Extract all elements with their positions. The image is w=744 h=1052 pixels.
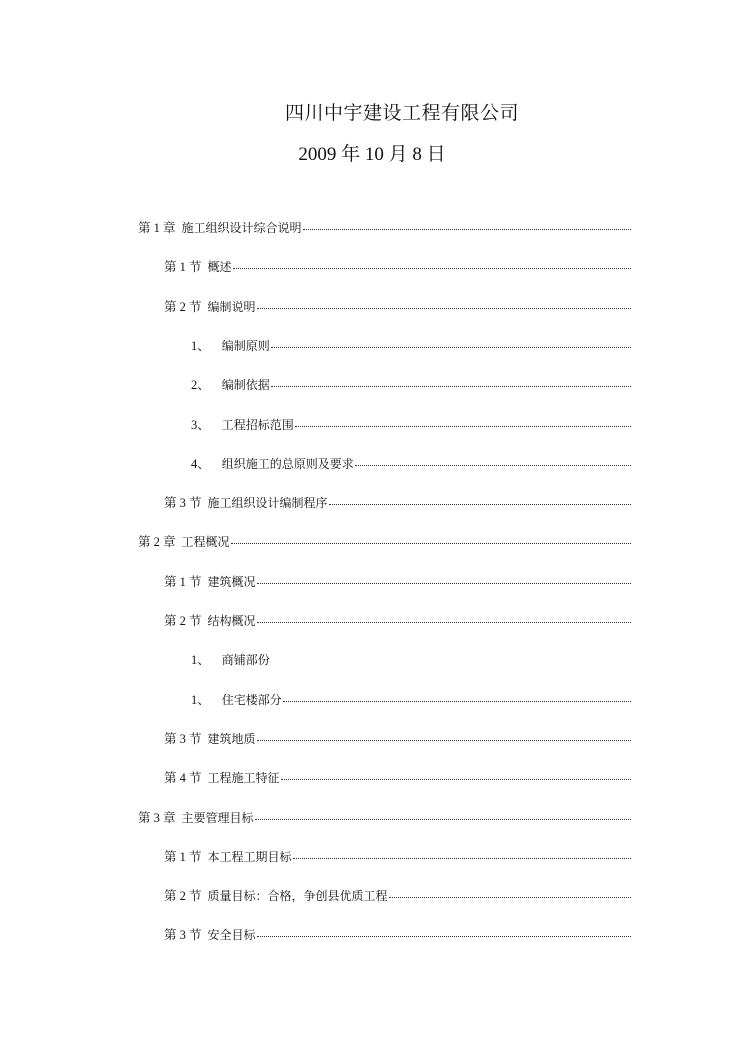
toc-dot-leader [389, 885, 631, 898]
toc-entry-item[interactable] [191, 454, 631, 474]
toc-dot-leader [293, 846, 631, 859]
toc-dot-leader [255, 807, 631, 820]
toc-dot-leader [231, 531, 631, 544]
toc-entry-label: 本工程工期目标 [207, 849, 292, 864]
toc-entry-number: 第 2 章 [138, 535, 176, 550]
toc-entry-item[interactable] [191, 650, 631, 670]
toc-dot-leader [257, 610, 631, 623]
toc-entry-number: 第 3 章 [138, 810, 176, 825]
toc-entry-number: 第 4 节 [164, 771, 202, 786]
toc-entry-label: 施工组织设计编制程序 [207, 496, 328, 511]
toc-entry-label: 质量目标：合格，争创县优质工程 [207, 889, 388, 904]
toc-dot-leader [283, 689, 631, 702]
toc-dot-leader [295, 414, 631, 427]
toc-entry-number: 第 1 节 [164, 260, 202, 275]
toc-dot-leader [303, 217, 631, 230]
company-name: 四川中宇建设工程有限公司 [284, 102, 519, 124]
toc-entry-number: 第 1 节 [164, 849, 202, 864]
toc-entry-number: 第 3 节 [164, 496, 202, 511]
toc-entry-item[interactable] [191, 415, 631, 435]
toc-entry-section[interactable] [164, 257, 631, 277]
toc-entry-item[interactable] [191, 336, 631, 356]
toc-entry-label: 工程施工特征 [207, 771, 280, 786]
toc-entry-label: 建筑地质 [207, 731, 256, 746]
toc-entry-number: 2、 [191, 378, 210, 393]
toc-entry-label: 结构概况 [207, 614, 256, 628]
toc-dot-leader [271, 335, 631, 348]
toc-entry-section[interactable] [164, 297, 631, 317]
toc-dot-leader [257, 296, 631, 309]
toc-entry-number: 1、 [191, 653, 210, 668]
toc-entry-number: 第 1 节 [164, 574, 202, 589]
toc-dot-leader [271, 650, 631, 662]
toc-entry-number: 第 2 节 [164, 299, 202, 314]
toc-entry-number: 1、 [191, 692, 210, 707]
toc-entry-number: 4、 [191, 456, 210, 471]
toc-entry-chapter[interactable] [138, 218, 631, 238]
toc-dot-leader [281, 767, 631, 780]
toc-dot-leader [271, 374, 631, 387]
toc-entry-section[interactable] [164, 925, 631, 945]
toc-entry-section[interactable] [164, 847, 631, 867]
toc-entry-chapter[interactable] [138, 532, 631, 552]
toc-entry-number: 3、 [191, 417, 210, 432]
toc-entry-chapter[interactable] [138, 808, 631, 828]
toc-entry-label: 住宅楼部分 [221, 692, 282, 707]
document-date: 2009 年 10 月 8 日 [298, 144, 446, 165]
toc-dot-leader [355, 453, 631, 466]
toc-entry-label: 安全目标 [207, 928, 256, 943]
toc-entry-section[interactable] [164, 611, 631, 631]
toc-entry-number: 第 1 章 [138, 221, 176, 235]
toc-entry-label: 施工组织设计综合说明 [181, 221, 302, 235]
toc-entry-section[interactable] [164, 493, 631, 513]
toc-entry-number: 第 2 节 [164, 614, 202, 628]
toc-entry-section[interactable] [164, 886, 631, 906]
toc-dot-leader [257, 571, 631, 584]
toc-dot-leader [257, 728, 631, 741]
toc-entry-label: 概述 [207, 260, 232, 275]
toc-dot-leader [257, 924, 631, 937]
toc-entry-item[interactable] [191, 375, 631, 395]
toc-entry-section[interactable] [164, 572, 631, 592]
toc-entry-label: 建筑概况 [207, 574, 256, 589]
toc-entry-label: 编制原则 [221, 338, 270, 353]
toc-entry-item[interactable] [191, 690, 631, 710]
toc-entry-number: 1、 [191, 338, 210, 353]
toc-entry-label: 组织施工的总原则及要求 [221, 456, 354, 471]
toc-entry-label: 工程招标范围 [221, 417, 294, 432]
toc-entry-section[interactable] [164, 768, 631, 788]
toc-entry-number: 第 2 节 [164, 889, 202, 904]
toc-dot-leader [329, 492, 631, 505]
toc-entry-label: 工程概况 [181, 535, 230, 550]
toc-entry-label: 商铺部份 [221, 653, 270, 668]
toc-entry-number: 第 3 节 [164, 731, 202, 746]
toc-entry-label: 主要管理目标 [181, 810, 254, 825]
toc-entry-label: 编制说明 [207, 299, 256, 314]
toc-dot-leader [233, 256, 631, 269]
toc-entry-section[interactable] [164, 729, 631, 749]
toc-entry-number: 第 3 节 [164, 928, 202, 943]
toc-entry-label: 编制依据 [221, 378, 270, 393]
